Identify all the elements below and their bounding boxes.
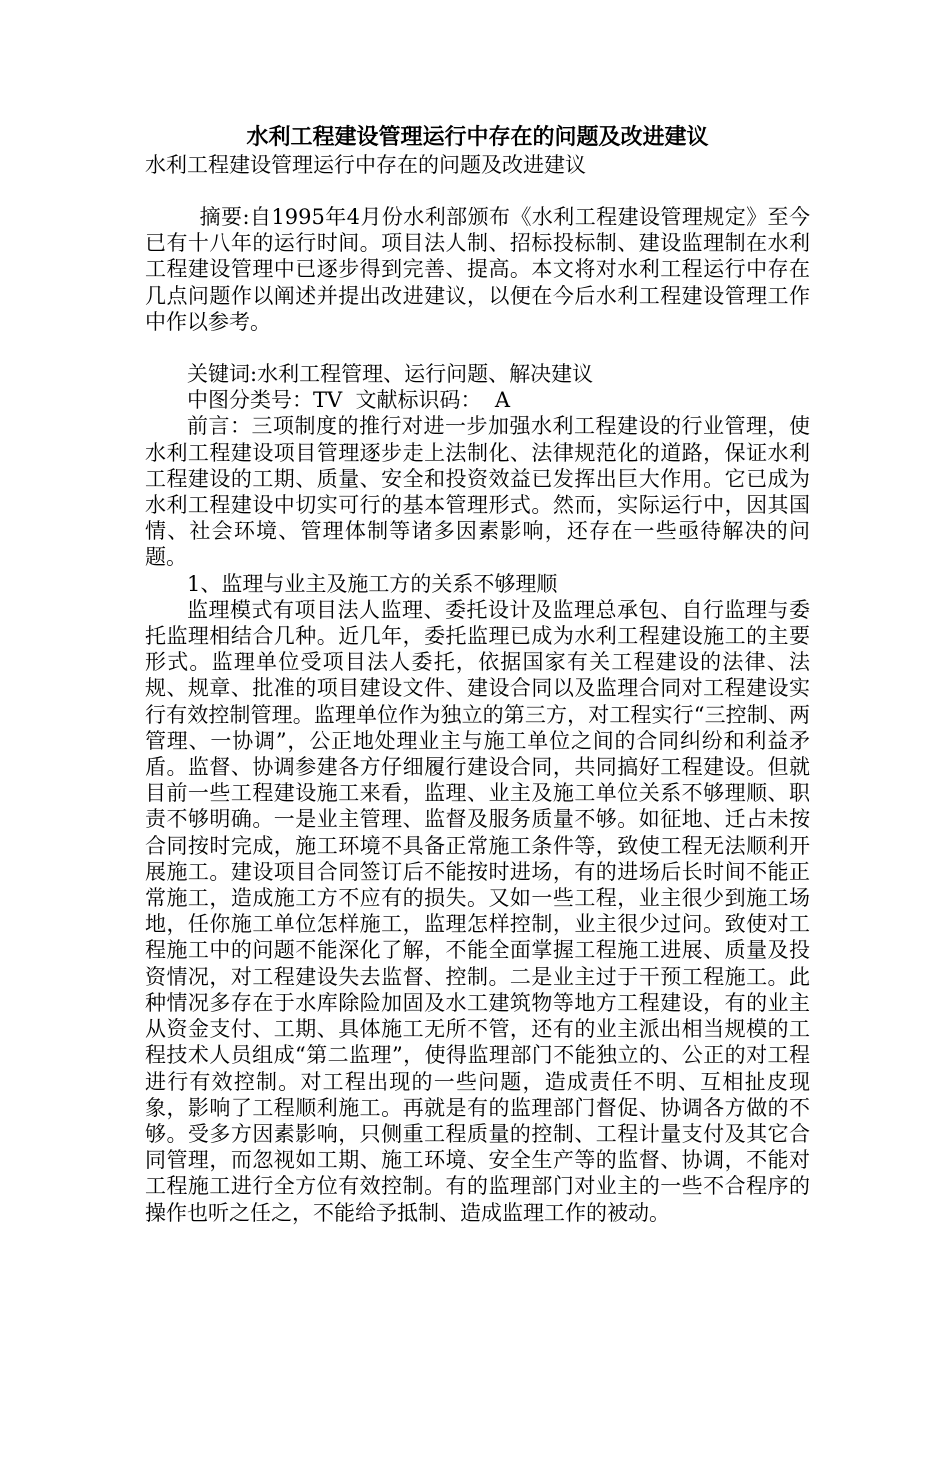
document-title: 水利工程建设管理运行中存在的问题及改进建议 [246,125,709,150]
document-subtitle: 水利工程建设管理运行中存在的问题及改进建议 [145,153,586,177]
blank-line [145,178,810,204]
classification-line: 中图分类号：TV 文献标识码： A [187,388,511,413]
document-page [0,124,950,1468]
section-body: 监理模式有项目法人监理、委托设计及监理总承包、自行监理与委托监理相结合几种。近几年，委托监理已成为水利工程建设施工的主要形式。监理单位受项目法人委托，依据国家有关工程建设的法律、法规、规章、批准的项目建设文件、建设合同以及监理合同对工程建设实行有效控制管理。监理单位作为独立的第三方，对工程实行“三控制、两管理、一协调”，公正地处理业主与施工单位之间的合同纠纷和利益矛盾。监督、协调参建各方仔细履行建设合同，共同搞好工程建设。但就目前一些工程建设施工来看，监理、业主及施工单位关系不够理顺、职责不够明确。一是业主管理、监督及服务质量不够。如征地、迁占未按合同按时完成，施工环境不具备正常施工条件等，致使工程无法顺利开展施工。建设项目合同签订后不能按时进场，有的进场后长时间不能正常施工，造成施工方不应有的损失。又如一些工程，业主很少到施工场地，任你施工单位怎样施工，监理怎样控制，业主很少过问。致使对工程施工中的问题不能深化了解，不能全面掌握工程施工进展、质量及投资情况，对工程建设失去监督、控制。二是业主过于干预工程施工。此种情况多存在于水库除险加固及水工建筑物等地方工程建设，有的业主从资金支付、工期、具体施工无所不管，还有的业主派出相当规模的工程技术人员组成“第二监理”，使得监理部门不能独立的、公正的对工程进行有效控制。对工程出现的一些问题，造成责任不明、互相扯皮现象，影响了工程顺利施工。再就是有的监理部门督促、协调各方做的不够。受多方因素影响，只侧重工程质量的控制、工程计量支付及其它合同管理，而忽视如工期、施工环境、安全生产等的监督、协调，不能对工程施工进行全方位有效控制。有的监理部门对业主的一些不合程序的操作也听之任之，不能给予抵制、造成监理工作的被动。 [145,597,810,1225]
keywords-line: 关键词:水利工程管理、运行问题、解决建议 [187,362,594,387]
preface-paragraph: 前言：三项制度的推行对进一步加强水利工程建设的行业管理，使水利工程建设项目管理逐步走上法制化、法律规范化的道路，保证水利工程建设的工期、质量、安全和投资效益已发挥出巨大作用。它已成为水利工程建设中切实可行的基本管理形式。然而，实际运行中，因其国情、社会环境、管理体制等诸多因素影响，还存在一些亟待解决的问题。 [145,414,810,570]
blank-line [145,335,810,361]
section-heading: 1、监理与业主及施工方的关系不够理顺 [187,571,558,596]
abstract-paragraph: 摘要:自1995年4月份水利部颁布《水利工程建设管理规定》至今已有十八年的运行时间。项目法人制、招标投标制、建设监理制在水利工程建设管理中已逐步得到完善、提高。本文将对水利工程运行中存在几点问题作以阐述并提出改进建议，以便在今后水利工程建设管理工作中作以参考。 [145,205,810,334]
